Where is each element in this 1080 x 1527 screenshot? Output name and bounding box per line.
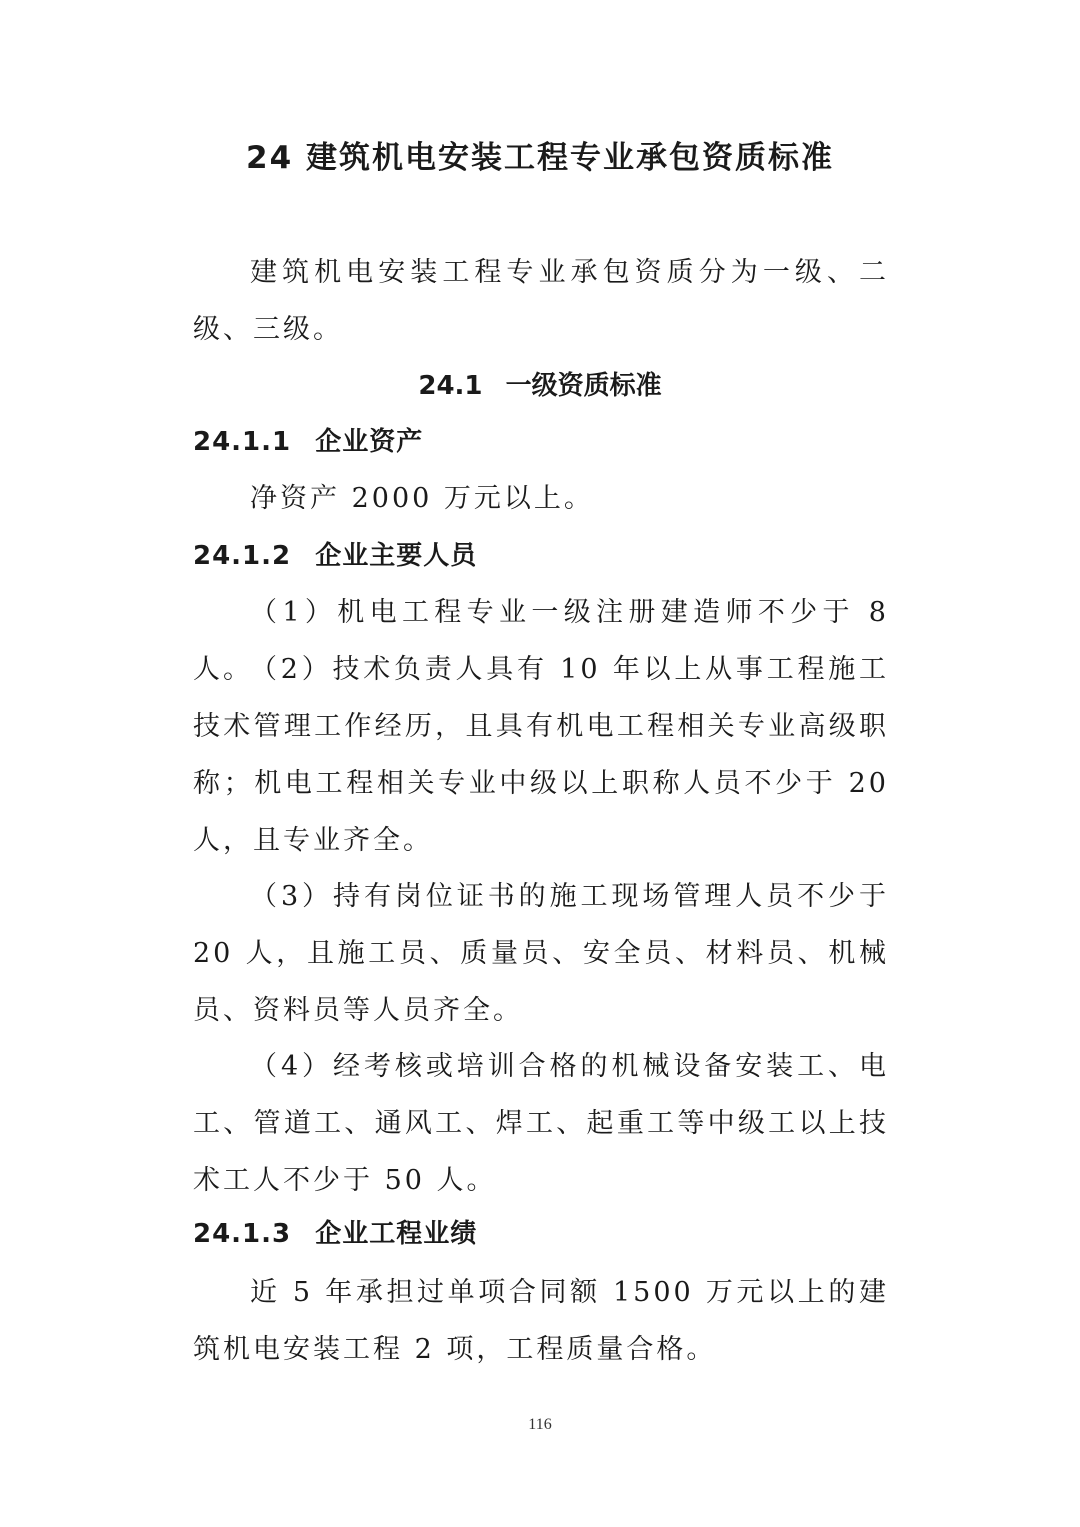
personnel-item-3: （3）持有岗位证书的施工现场管理人员不少于 20 人，且施工员、质量员、安全员、材料员、机械员、资料员等人员齐全。 — [193, 881, 889, 1026]
subsection-heading-performance — [193, 1214, 477, 1254]
subsection-number: 24.1.3 — [193, 1219, 292, 1249]
section-number: 24.1 — [418, 371, 483, 401]
section-heading — [0, 366, 1080, 406]
subsection-heading-assets — [193, 422, 423, 462]
intro-paragraph: 建筑机电安装工程专业承包资质分为一级、二级、三级。 — [193, 257, 889, 345]
page-number: 116 — [528, 1416, 552, 1433]
personnel-item-2: （2）技术负责人具有 10 年以上从事工程施工技术管理工作经历，且具有机电工程相关专业高级职称；机电工程相关专业中级以上职称人员不少于 20 人，且专业齐全。 — [193, 654, 889, 856]
personnel-item-4: （4）经考核或培训合格的机械设备安装工、电工、管道工、通风工、焊工、起重工等中级工以上技术工人不少于 50 人。 — [193, 1051, 889, 1196]
subsection-number: 24.1.1 — [193, 427, 292, 457]
subsection-title: 企业主要人员 — [315, 541, 478, 571]
subsection-title: 企业工程业绩 — [315, 1219, 478, 1249]
assets-paragraph: 净资产 2000 万元以上。 — [250, 483, 594, 514]
section-title: 一级资质标准 — [505, 371, 662, 401]
subsection-title: 企业资产 — [315, 427, 424, 457]
document-title: 24 建筑机电安装工程专业承包资质标准 — [246, 140, 834, 176]
performance-paragraph: 近 5 年承担过单项合同额 1500 万元以上的建筑机电安装工程 2 项，工程质量合格。 — [193, 1277, 889, 1365]
personnel-item-1: （1）机电工程专业一级注册建造师不少于 8 人。 — [193, 597, 889, 685]
subsection-heading-personnel — [193, 536, 477, 576]
subsection-number: 24.1.2 — [193, 541, 292, 571]
